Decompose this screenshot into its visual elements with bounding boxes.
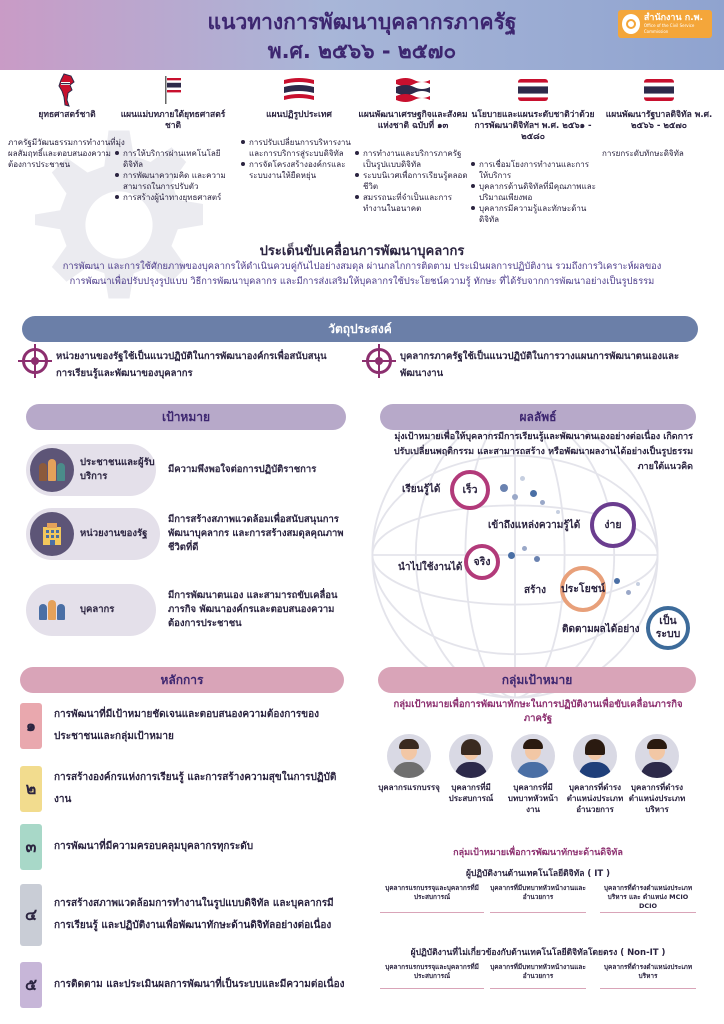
target-icon [366,348,392,374]
nonit-cell: บุคลากรที่ดำรงตำแหน่งประเภทบริหาร [603,963,693,980]
plan-title: แผนแม่บทภายใต้ยุทธศาสตร์ชาติ [120,110,226,131]
decor-dot [522,546,527,551]
plan-text: การยกระดับทักษะดิจิทัล [602,149,684,158]
plan-item: บุคลากรด้านดิจิทัลที่มีคุณภาพและปริมาณเพียงพอ [470,181,596,203]
goal-staff [26,584,156,636]
outcome-ring-real: จริง [464,544,500,580]
goal-label: บุคลากร [80,604,115,615]
target-subtitle: กลุ่มเป้าหมายเพื่อการพัฒนาทักษะในการปฏิบัติงานเพื่อขับเคลื่อนภารกิจภาครัฐ [393,699,683,724]
plan-title: แผนปฏิรูปประเทศ [266,110,332,120]
objective-left [22,348,332,382]
page-title-line2: พ.ศ. ๒๕๖๖ - ๒๕๗๐ [267,39,457,63]
principle-text: การพัฒนาที่มีความครอบคลุมบุคลากรทุกระดับ [54,841,254,852]
target-banner: กลุ่มเป้าหมาย [378,667,696,693]
principle-item [20,884,350,946]
goal-label: ประชาชนและผู้รับบริการ [80,457,155,482]
divider [490,912,586,913]
principle-number: ๔ [20,884,42,946]
person-executive [626,734,688,815]
principle-number: ๒ [20,766,42,812]
thai-flag-icon [114,72,232,108]
outcome-ring-easy: ง่าย [590,502,636,548]
plan-item: การพัฒนาความคิด และความสามารถในการปรับตัว [114,170,232,192]
outcome-label-learn: เรียนรู้ได้ [402,484,441,495]
it-cell: บุคลากรที่ดำรงตำแหน่งประเภทบริหาร และ ตำแหน่ง MCIO DCIO [603,884,693,910]
logo-name: สำนักงาน ก.พ. [643,13,703,23]
decor-dot [508,552,515,559]
outcome-ring-fast: เร็ว [450,470,490,510]
goal-label: หน่วยงานของรัฐ [80,528,148,539]
thailand-map-icon [8,72,126,108]
outcome-label-apply: นำไปใช้งานได้ [398,562,463,573]
plan-economic-social [354,72,472,214]
outcome-label-track: ติดตามผลได้อย่าง [562,624,640,635]
plan-title: นโยบายและแผนระดับชาติว่าด้วยการพัฒนาดิจิทัลฯ พ.ศ. ๒๕๖๑ - ๒๕๘๐ [471,110,595,142]
plan-item: บุคลากรมีความรู้และทักษะด้านดิจิทัล [470,203,596,225]
staff-icon [30,588,74,632]
person-experienced [440,734,502,804]
divider [380,912,484,913]
it-group-title: ผู้ปฏิบัติงานด้านเทคโนโลยีดิจิทัล ( IT ) [465,869,611,879]
plan-text: ภาครัฐมีวัฒนธรรมการทำงานที่มุ่งผลสัมฤทธิ์และตอบสนองความต้องการประชาชน [8,138,125,169]
plan-title: แผนพัฒนารัฐบาลดิจิทัล พ.ศ. ๒๕๖๖ - ๒๕๗๐ [605,110,713,131]
digital-target-title: กลุ่มเป้าหมายเพื่อการพัฒนาทักษะด้านดิจิทัล [453,848,623,858]
decor-dot [556,510,560,514]
outcomes-desc: มุ่งเป้าหมายเพื่อให้บุคลากรมีการเรียนรู้และพัฒนาตนเองอย่างต่อเนื่อง เกิดการปรับเปลี่ยนพฤติกรรม และสามารถสร้าง หรือพัฒนาผลงานได้อย่างเป็นรูปธรรม ภายใต้แนวคิด [393,432,693,472]
plan-digital-government [602,72,716,159]
person-supervisor [502,734,564,815]
decor-dot [520,476,525,481]
person-icon [635,734,679,778]
outcome-ring-benefit: ประโยชน์ [560,566,606,612]
objective-left-text: หน่วยงานของรัฐใช้เป็นแนวปฏิบัติในการพัฒนาองค์กรเพื่อสนับสนุนการเรียนรู้และพัฒนาของบุคลากร [56,351,327,379]
plan-master-plan [114,72,232,203]
national-plans [8,72,718,242]
person-label: บุคลากรที่มีประสบการณ์ [448,783,494,803]
issue-body: การพัฒนา และการใช้ศักยภาพของบุคลากรให้ดำเนินควบคู่กันไปอย่างสมดุล ผ่านกลไกการติดตาม ประเมินผลการปฏิบัติงาน รวมถึงการวิเคราะห์ผลของการพัฒนาเพื่อปรับปรุงรูปแบบ วิธีการพัฒนาบุคลากร และมีการส่งเสริมให้บุคลากรใช้ประโยชน์ความรู้ ทักษะ ที่ได้รับจากการพัฒนาอย่างเป็นรูปธรรม [62,261,662,287]
principle-number: ๓ [20,824,42,870]
divider [600,988,696,989]
thai-flag-icon [354,72,472,108]
decor-dot [512,494,518,500]
nonit-group-title: ผู้ปฏิบัติงานที่ไม่เกี่ยวข้องกับด้านเทคโนโลยีดิจิทัลโดยตรง ( Non-IT ) [410,948,666,958]
person-label: บุคลากรที่ดำรงตำแหน่งประเภทบริหาร [628,783,686,814]
principle-text: การสร้างองค์กรแห่งการเรียนรู้ และการสร้างความสุขในการปฏิบัติงาน [54,772,337,805]
people-group-icon [30,448,74,492]
plan-national-reform [240,72,358,181]
decor-dot [500,484,508,492]
goal-desc: มีความพึงพอใจต่อการปฏิบัติราชการ [168,464,317,475]
objective-right [366,348,696,382]
plan-item: ระบบนิเวศเพื่อการเรียนรู้ตลอดชีวิต [354,170,472,192]
nonit-cell: บุคลากรแรกบรรจุและบุคลากรที่มีประสบการณ์ [385,963,479,980]
principles-banner: หลักการ [20,667,344,693]
person-icon [387,734,431,778]
nonit-cell: บุคลากรที่มีบทบาทหัวหน้างานและอำนวยการ [490,963,586,980]
issue-title: ประเด็นขับเคลื่อนการพัฒนาบุคลากร [259,244,465,259]
outcome-ring-system: เป็นระบบ [646,606,690,650]
decor-dot [540,500,545,505]
plan-national-strategy [8,72,126,170]
decor-dot [534,556,540,562]
person-icon [449,734,493,778]
divider [600,912,696,913]
decor-dot [636,582,640,586]
thai-flag-icon [602,72,716,108]
principle-item [20,703,350,749]
it-cell: บุคลากรแรกบรรจุและบุคลากรที่มีประสบการณ์ [385,884,479,901]
principle-text: การติดตาม และประเมินผลการพัฒนาที่เป็นระบบและมีความต่อเนื่อง [54,979,345,990]
plan-item: สมรรถนะที่จำเป็นและการทำงานในอนาคต [354,192,472,214]
thai-flag-icon [470,72,596,108]
person-label: บุคลากรที่ดำรงตำแหน่งประเภทอำนวยการ [566,783,624,814]
plan-digital-policy [470,72,596,225]
principle-number: ๑ [20,703,42,749]
ocsc-emblem-icon [622,14,640,34]
outcome-label-create: สร้าง [524,585,546,596]
plan-item: การจัดโครงสร้างองค์กรและระบบงานให้ยืดหยุ่น [240,159,358,181]
plan-item: การทำงานและบริการภาครัฐเป็นรูปแบบดิจิทัล [354,148,472,170]
target-icon [22,348,48,374]
principle-item [20,766,350,812]
goal-desc: มีการสร้างสภาพแวดล้อมเพื่อสนับสนุนการพัฒนาบุคลากร และการสร้างสมดุลคุณภาพชีวิตที่ดี [168,514,344,553]
logo-subtitle: Office of the Civil Service Commission [643,23,695,34]
person-icon [573,734,617,778]
goal-citizens [26,444,156,496]
plan-item: การให้บริการผ่านเทคโนโลยีดิจิทัล [114,148,232,170]
ocsc-logo [618,10,712,38]
person-director [564,734,626,815]
divider [380,988,484,989]
decor-dot [530,490,537,497]
plan-item: การสร้างผู้นำทางยุทธศาสตร์ [114,192,232,203]
goal-desc: มีการพัฒนาตนเอง และสามารถขับเคลื่อนภารกิจ พัฒนาองค์กรและตอบสนองความต้องการประชาชน [168,590,338,629]
principle-number: ๕ [20,962,42,1008]
plan-item: การเชื่อมโยงการทำงานและการให้บริการ [470,159,596,181]
principle-item [20,824,350,870]
plan-title: แผนพัฒนาเศรษฐกิจและสังคมแห่งชาติ ฉบับที่ ๑๓ [358,110,468,131]
principle-text: การสร้างสภาพแวดล้อมการทำงานในรูปแบบดิจิทัล และบุคลากรมีการเรียนรู้ และปฏิบัติงานเพื่อพัฒนาทักษะด้านดิจิทัลอย่างต่อเนื่อง [54,898,334,931]
building-icon [30,512,74,556]
decor-dot [626,590,631,595]
page-title-line1: แนวทางการพัฒนาบุคลากรภาครัฐ [207,10,517,34]
goal-agencies [26,508,160,560]
thai-flag-icon [240,72,358,108]
plan-item: การปรับเปลี่ยนการบริหารงานและการบริการสู่ระบบดิจิทัล [240,137,358,159]
person-label: บุคลากรแรกบรรจุ [378,783,440,792]
objective-right-text: บุคลากรภาครัฐใช้เป็นแนวปฏิบัติในการวางแผนการพัฒนาตนเองและพัฒนางาน [400,351,680,379]
principle-text: การพัฒนาที่มีเป้าหมายชัดเจนและตอบสนองความต้องการของประชาชนและกลุ่มเป้าหมาย [54,709,320,742]
objective-banner: วัตถุประสงค์ [22,316,698,342]
person-icon [511,734,555,778]
person-label: บุคลากรที่มีบทบาทหัวหน้างาน [507,783,559,814]
it-cell: บุคลากรที่มีบทบาทหัวหน้างานและอำนวยการ [490,884,586,901]
person-new-staff [378,734,440,793]
goals-banner: เป้าหมาย [26,404,346,430]
decor-dot [614,578,620,584]
outcomes-banner: ผลลัพธ์ [380,404,696,430]
principle-item [20,962,350,1008]
plan-title: ยุทธศาสตร์ชาติ [38,110,96,120]
divider [490,988,586,989]
outcome-label-access: เข้าถึงแหล่งความรู้ได้ [488,520,581,531]
